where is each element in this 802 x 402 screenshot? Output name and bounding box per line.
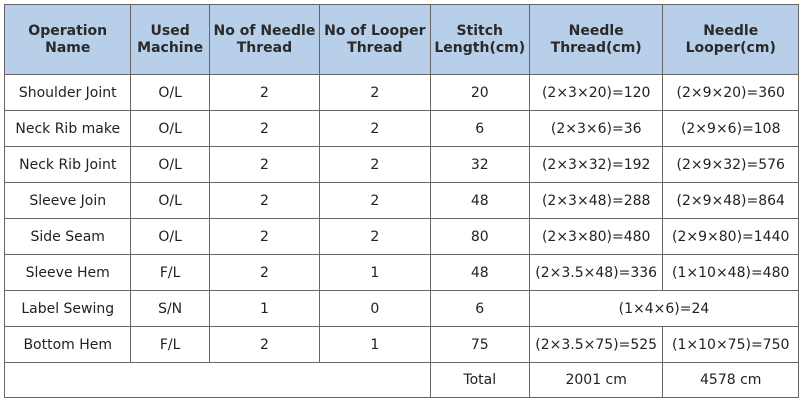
cell-stitch-length: 20 (430, 75, 529, 111)
cell-needle-looper: (2×9×6)=108 (663, 111, 799, 147)
cell-stitch-length: 6 (430, 111, 529, 147)
cell-looper-count: 2 (320, 147, 430, 183)
table-row-label-sewing (5, 291, 799, 327)
header-needle-thread-count: No of Needle Thread (209, 5, 319, 75)
cell-operation: Neck Rib make (5, 111, 131, 147)
header-needle-looper-cm: Needle Looper(cm) (663, 5, 799, 75)
cell-needle-count: 1 (209, 291, 319, 327)
cell-operation: Side Seam (5, 219, 131, 255)
table-row (5, 183, 799, 219)
cell-looper-count: 2 (320, 75, 430, 111)
cell-stitch-length: 6 (430, 291, 529, 327)
cell-stitch-length: 48 (430, 183, 529, 219)
total-row (5, 363, 799, 398)
cell-needle-count: 2 (209, 219, 319, 255)
cell-machine: O/L (131, 75, 209, 111)
table-row (5, 75, 799, 111)
table-row (5, 219, 799, 255)
cell-stitch-length: 32 (430, 147, 529, 183)
cell-needle-thread: (2×3.5×48)=336 (529, 255, 663, 291)
cell-stitch-length: 48 (430, 255, 529, 291)
table-row (5, 255, 799, 291)
cell-merged-thread: (1×4×6)=24 (529, 291, 798, 327)
total-empty-cell (5, 363, 431, 398)
cell-needle-looper: (1×10×75)=750 (663, 327, 799, 363)
cell-needle-count: 2 (209, 111, 319, 147)
cell-needle-thread: (2×3×32)=192 (529, 147, 663, 183)
cell-machine: O/L (131, 111, 209, 147)
cell-needle-looper: (2×9×80)=1440 (663, 219, 799, 255)
cell-operation: Shoulder Joint (5, 75, 131, 111)
header-needle-thread-cm: Needle Thread(cm) (529, 5, 663, 75)
cell-needle-looper: (2×9×48)=864 (663, 183, 799, 219)
cell-stitch-length: 80 (430, 219, 529, 255)
total-needle-thread: 2001 cm (529, 363, 663, 398)
cell-needle-looper: (2×9×20)=360 (663, 75, 799, 111)
table-row (5, 147, 799, 183)
cell-looper-count: 2 (320, 219, 430, 255)
cell-needle-count: 2 (209, 255, 319, 291)
table-row (5, 327, 799, 363)
cell-machine: O/L (131, 183, 209, 219)
cell-needle-count: 2 (209, 327, 319, 363)
total-label: Total (430, 363, 529, 398)
cell-machine: O/L (131, 147, 209, 183)
cell-looper-count: 2 (320, 183, 430, 219)
cell-looper-count: 2 (320, 111, 430, 147)
cell-stitch-length: 75 (430, 327, 529, 363)
cell-needle-thread: (2×3.5×75)=525 (529, 327, 663, 363)
header-looper-thread-count: No of Looper Thread (320, 5, 430, 75)
cell-needle-thread: (2×3×48)=288 (529, 183, 663, 219)
header-stitch-length: Stitch Length(cm) (430, 5, 529, 75)
total-needle-looper: 4578 cm (663, 363, 799, 398)
cell-needle-thread: (2×3×20)=120 (529, 75, 663, 111)
cell-needle-thread: (2×3×6)=36 (529, 111, 663, 147)
cell-needle-count: 2 (209, 147, 319, 183)
thread-consumption-table (4, 4, 799, 398)
cell-looper-count: 1 (320, 255, 430, 291)
header-row (5, 5, 799, 75)
cell-needle-count: 2 (209, 75, 319, 111)
cell-needle-thread: (2×3×80)=480 (529, 219, 663, 255)
cell-operation: Sleeve Join (5, 183, 131, 219)
cell-needle-count: 2 (209, 183, 319, 219)
cell-looper-count: 0 (320, 291, 430, 327)
cell-machine: F/L (131, 255, 209, 291)
cell-operation: Sleeve Hem (5, 255, 131, 291)
table-row (5, 111, 799, 147)
cell-machine: F/L (131, 327, 209, 363)
header-used-machine: Used Machine (131, 5, 209, 75)
cell-operation: Label Sewing (5, 291, 131, 327)
cell-machine: O/L (131, 219, 209, 255)
cell-needle-looper: (2×9×32)=576 (663, 147, 799, 183)
header-operation-name: Operation Name (5, 5, 131, 75)
cell-machine: S/N (131, 291, 209, 327)
cell-needle-looper: (1×10×48)=480 (663, 255, 799, 291)
cell-operation: Bottom Hem (5, 327, 131, 363)
cell-looper-count: 1 (320, 327, 430, 363)
cell-operation: Neck Rib Joint (5, 147, 131, 183)
